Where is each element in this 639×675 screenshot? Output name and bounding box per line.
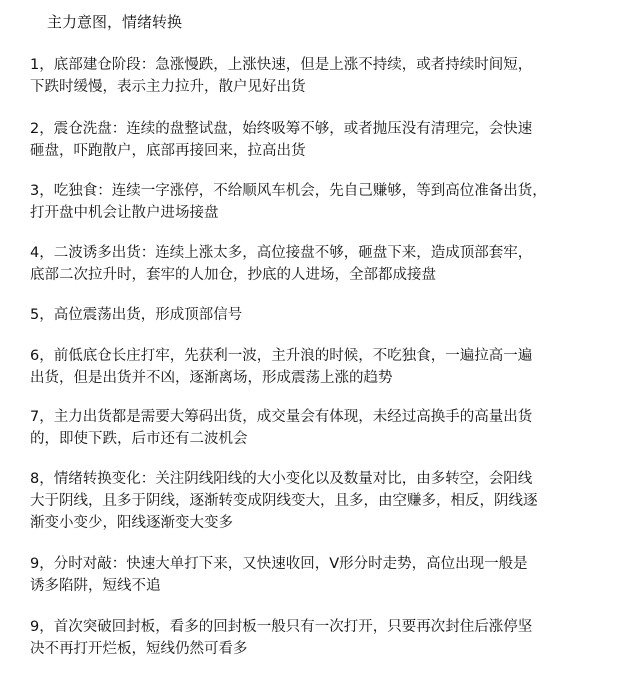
paragraph-line: 诱多陷阱，短线不追 [30, 578, 161, 594]
paragraph-line: 渐变小变少，阳线逐渐变大变多 [30, 515, 233, 531]
paragraph-8 [30, 468, 622, 534]
paragraph-line: 决不再打开烂板，短线仍然可看多 [30, 641, 248, 657]
paragraph-line: 9，分时对敲：快速大单打下来，又快速收回，V形分时走势，高位出现一般是 [30, 556, 528, 572]
paragraph-line: 大于阴线，且多于阴线，逐渐转变成阴线变大，且多，由空赚多，相反，阴线逐 [30, 493, 538, 509]
paragraph-4 [30, 242, 622, 286]
paragraph-line: 打开盘中机会让散户进场接盘 [30, 205, 219, 221]
paragraph-line: 4，二波诱多出货：连续上涨太多，高位接盘不够，砸盘下来，造成顶部套牢， [30, 245, 533, 261]
paragraph-line: 8，情绪转换变化：关注阴线阳线的大小变化以及数量对比，由多转空，会阳线 [30, 471, 533, 487]
paragraph-line: 1，底部建仓阶段：急涨慢跌，上涨快速，但是上涨不持续，或者持续时间短， [30, 57, 533, 73]
paragraph-6 [30, 345, 622, 389]
paragraph-3 [30, 180, 622, 224]
paragraph-line: 出货，但是出货并不凶，逐渐离场，形成震荡上涨的趋势 [30, 370, 393, 386]
paragraph-5 [30, 304, 622, 326]
paragraph-line: 6，前低底仓长庄打牢，先获利一波，主升浪的时候，不吃独食，一遍拉高一遍 [30, 348, 533, 364]
paragraph-line: 的，即使下跌，后市还有二波机会 [30, 431, 248, 447]
paragraph-line: 砸盘，吓跑散户，底部再接回来，拉高出货 [30, 143, 306, 159]
paragraph-line: 7，主力出货都是需要大筹码出货，成交量会有体现，未经过高换手的高量出货 [30, 409, 533, 425]
paragraph-10 [30, 616, 622, 660]
paragraph-2 [30, 118, 622, 162]
paragraph-line: 3，吃独食：连续一字涨停，不给顺风车机会，先自己赚够，等到高位准备出货， [30, 183, 547, 199]
paragraph-line: 下跌时缓慢，表示主力拉升，散户见好出货 [30, 79, 306, 95]
page-title: 主力意图，情绪转换 [47, 13, 183, 31]
paragraph-line: 9，首次突破回封板，看多的回封板一般只有一次打开，只要再次封住后涨停坚 [30, 619, 533, 635]
paragraph-line: 底部二次拉升时，套牢的人加仓，抄底的人进场，全部都成接盘 [30, 267, 436, 283]
paragraph-line: 5，高位震荡出货，形成顶部信号 [30, 307, 243, 323]
paragraph-1 [30, 54, 622, 98]
paragraph-7 [30, 406, 622, 450]
paragraph-9 [30, 553, 622, 597]
paragraph-line: 2，震仓洗盘：连续的盘整试盘，始终吸筹不够，或者抛压没有清理完，会快速 [30, 121, 533, 137]
